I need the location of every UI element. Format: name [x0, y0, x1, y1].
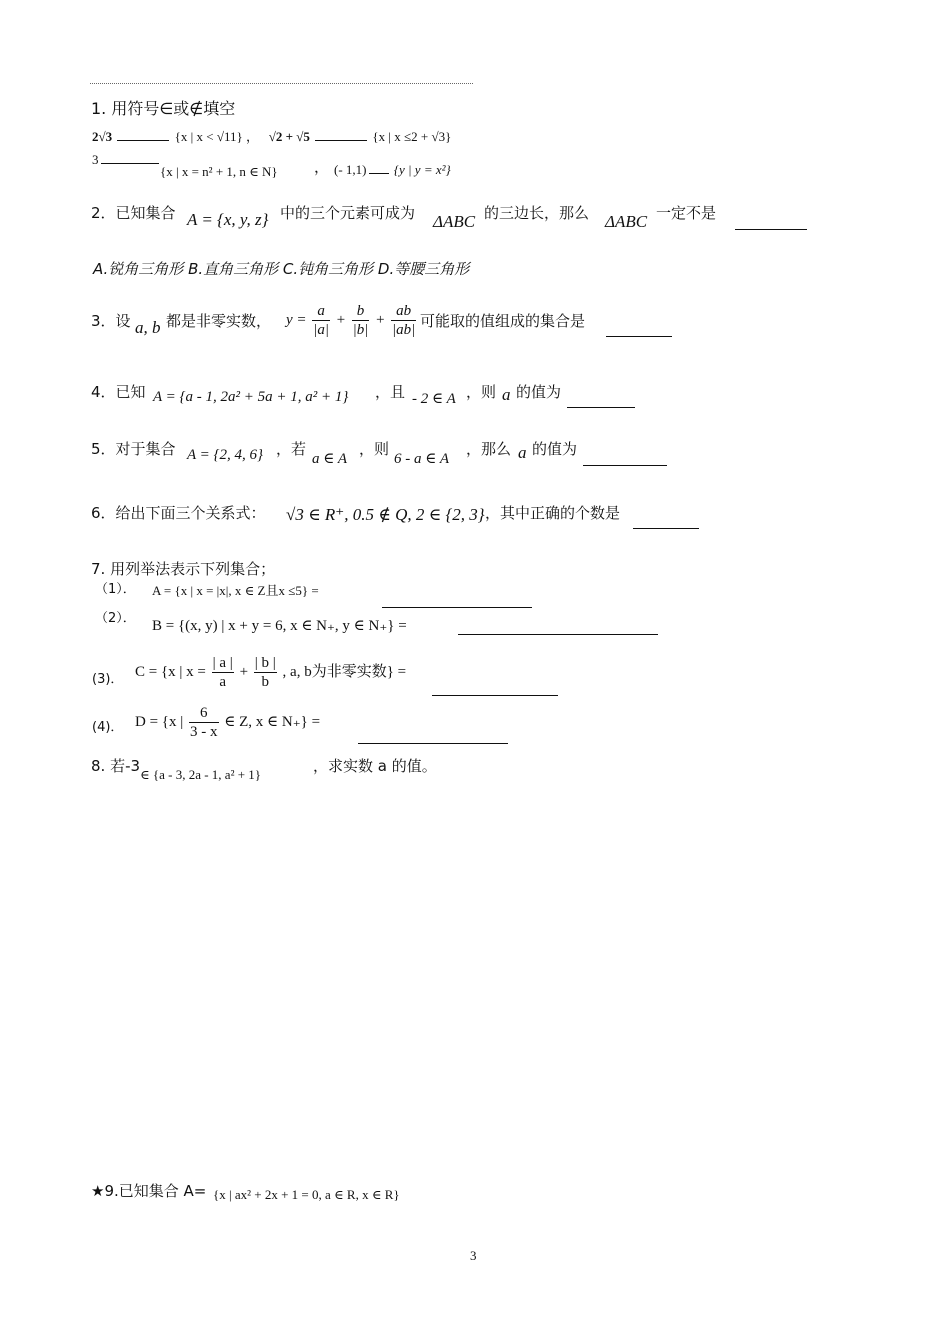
- q3-f2-den: |b|: [352, 322, 369, 338]
- q1-b-blank[interactable]: [315, 139, 367, 141]
- q5-blank[interactable]: [583, 464, 667, 466]
- q7-p4-label: (4)．: [92, 720, 124, 735]
- q2-text3: 的三边长，那么: [484, 204, 590, 222]
- q1-b-set: {x | x ≤2 + √3}: [372, 129, 452, 144]
- q1-row2: [92, 152, 161, 168]
- q3-text1: 3．设: [91, 312, 131, 330]
- q3-f3-num: ab: [396, 303, 412, 319]
- q7-p3-f1-den: a: [212, 672, 234, 691]
- q5-cond1: a ∈ A: [312, 451, 347, 467]
- q7-p2-label: （2）．: [95, 611, 136, 626]
- q7-p4-a: D = {x |: [135, 713, 184, 730]
- q7-p4-blank[interactable]: [358, 742, 508, 744]
- q7-p4-b: ∈ Z, x ∈ N₊} =: [224, 713, 321, 730]
- q1-a-set: {x | x < √11}: [174, 129, 243, 144]
- q1-row2-d: [334, 162, 451, 178]
- q4-text2: ，且: [375, 383, 406, 401]
- q3-f1-den: |a|: [313, 322, 330, 338]
- q2-tri1: ΔABC: [433, 212, 476, 231]
- q8-text1: 8. 若-3: [91, 757, 141, 775]
- q3-f1-num: a: [317, 303, 325, 319]
- q1-row1: [92, 126, 451, 145]
- q3-y: y =: [286, 311, 307, 328]
- q3-text3: 可能取的值组成的集合是: [420, 312, 586, 330]
- q1-c-set: {x | x = n² + 1, n ∈ N}: [160, 164, 278, 179]
- q7-p2-blank[interactable]: [458, 633, 658, 635]
- q7-title: 7. 用列举法表示下列集合；: [91, 560, 276, 578]
- q1-c-lhs: 3: [92, 152, 99, 167]
- q3-plus-1: +: [335, 311, 346, 328]
- q1-d-set: {y | y = x²}: [393, 162, 451, 177]
- q2-text1: 2．已知集合: [91, 204, 176, 222]
- q5-text3: ，则: [359, 440, 390, 458]
- q1-sep-2: ，: [314, 158, 330, 176]
- q5-var: a: [518, 443, 527, 462]
- q2-text2: 中的三个元素可成为: [280, 204, 416, 222]
- q5-cond2: 6 - a ∈ A: [394, 451, 449, 467]
- q5-text1: 5．对于集合: [91, 440, 176, 458]
- q7-p3-f2-den: b: [254, 672, 277, 691]
- q3-blank[interactable]: [606, 335, 672, 337]
- q3-text2: 都是非零实数，: [166, 312, 272, 330]
- q4-text4: 的值为: [516, 383, 562, 401]
- q5-text2: ，若: [276, 440, 307, 458]
- q1-a-lhs: 2√3: [92, 129, 113, 144]
- q9-text1: ★9.已知集合 A=: [91, 1182, 207, 1200]
- q3-expression: [286, 302, 418, 339]
- q7-p4-f-num: 6: [200, 705, 208, 721]
- q8-text2: ，求实数 a 的值。: [313, 757, 437, 775]
- q6-rel: √3 ∈ R⁺, 0.5 ∉ Q, 2 ∈ {2, 3}: [286, 505, 485, 524]
- q7-p3-label: (3)．: [92, 672, 124, 687]
- q1-title: 1. 用符号∈或∉填空: [91, 99, 236, 118]
- q6-text2: ，其中正确的个数是: [485, 504, 621, 522]
- q3-f2-num: b: [356, 303, 365, 319]
- q4-text3: ，则: [466, 383, 497, 401]
- q1-b-lhs: √2 + √5: [268, 129, 310, 144]
- q6-text1: 6．给出下面三个关系式：: [91, 504, 266, 522]
- q3-vars: a, b: [135, 318, 161, 337]
- page-number: 3: [470, 1248, 477, 1263]
- q7-p4: [135, 704, 320, 741]
- q7-p2: B = {(x, y) | x + y = 6, x ∈ N₊, y ∈ N₊} =: [152, 618, 407, 634]
- q3-f3-den: |ab|: [392, 322, 416, 338]
- q6-blank[interactable]: [633, 527, 699, 529]
- header-dotted-rule: [90, 83, 473, 84]
- q4-var: a: [502, 385, 511, 404]
- q1-sep: ，: [245, 129, 259, 144]
- q1-d-lhs: (- 1,1): [334, 162, 367, 177]
- q2-text4: 一定不是: [656, 204, 717, 222]
- q7-p3-f2-num: | b |: [254, 655, 276, 671]
- q7-p3-b: , a, b为非零实数} =: [282, 663, 407, 680]
- q4-text1: 4．已知: [91, 383, 146, 401]
- q1-a-blank[interactable]: [117, 139, 169, 141]
- q7-p3-a: C = {x | x =: [135, 663, 206, 680]
- q2-blank[interactable]: [735, 228, 807, 230]
- q7-p4-f-den: 3 - x: [190, 724, 218, 740]
- q3-plus-2: +: [375, 311, 386, 328]
- q1-c-blank[interactable]: [101, 162, 159, 164]
- q1-d-blank[interactable]: [369, 172, 389, 174]
- q7-p1: A = {x | x = |x|, x ∈ Z且x ≤5} =: [152, 583, 319, 598]
- q5-set: A = {2, 4, 6}: [187, 447, 264, 463]
- q5-text4: ，那么: [466, 440, 512, 458]
- q7-p3-blank[interactable]: [432, 694, 558, 696]
- q2-tri2: ΔABC: [605, 212, 648, 231]
- q7-p1-label: （1）．: [95, 582, 136, 597]
- q4-cond: - 2 ∈ A: [412, 391, 456, 407]
- q8-set: ∈ {a - 3, 2a - 1, a² + 1}: [140, 767, 262, 782]
- q4-set: A = {a - 1, 2a² + 5a + 1, a² + 1}: [153, 389, 349, 405]
- q2-options: A.锐角三角形 B.直角三角形 C.钝角三角形 D.等腰三角形: [93, 260, 470, 278]
- q7-p1-blank[interactable]: [382, 606, 532, 608]
- q7-p3-f1-num: | a |: [212, 655, 233, 671]
- q7-p3: C = {x | x = $\frac{| a |}{a}$ + $\frac{| b |}{b}$ , a, b为非零实数} =: [135, 655, 407, 690]
- q2-set: A = {x, y, z}: [187, 210, 269, 229]
- q5-text5: 的值为: [532, 440, 578, 458]
- q9-set: {x | ax² + 2x + 1 = 0, a ∈ R, x ∈ R}: [213, 1187, 400, 1202]
- q4-blank[interactable]: [567, 406, 635, 408]
